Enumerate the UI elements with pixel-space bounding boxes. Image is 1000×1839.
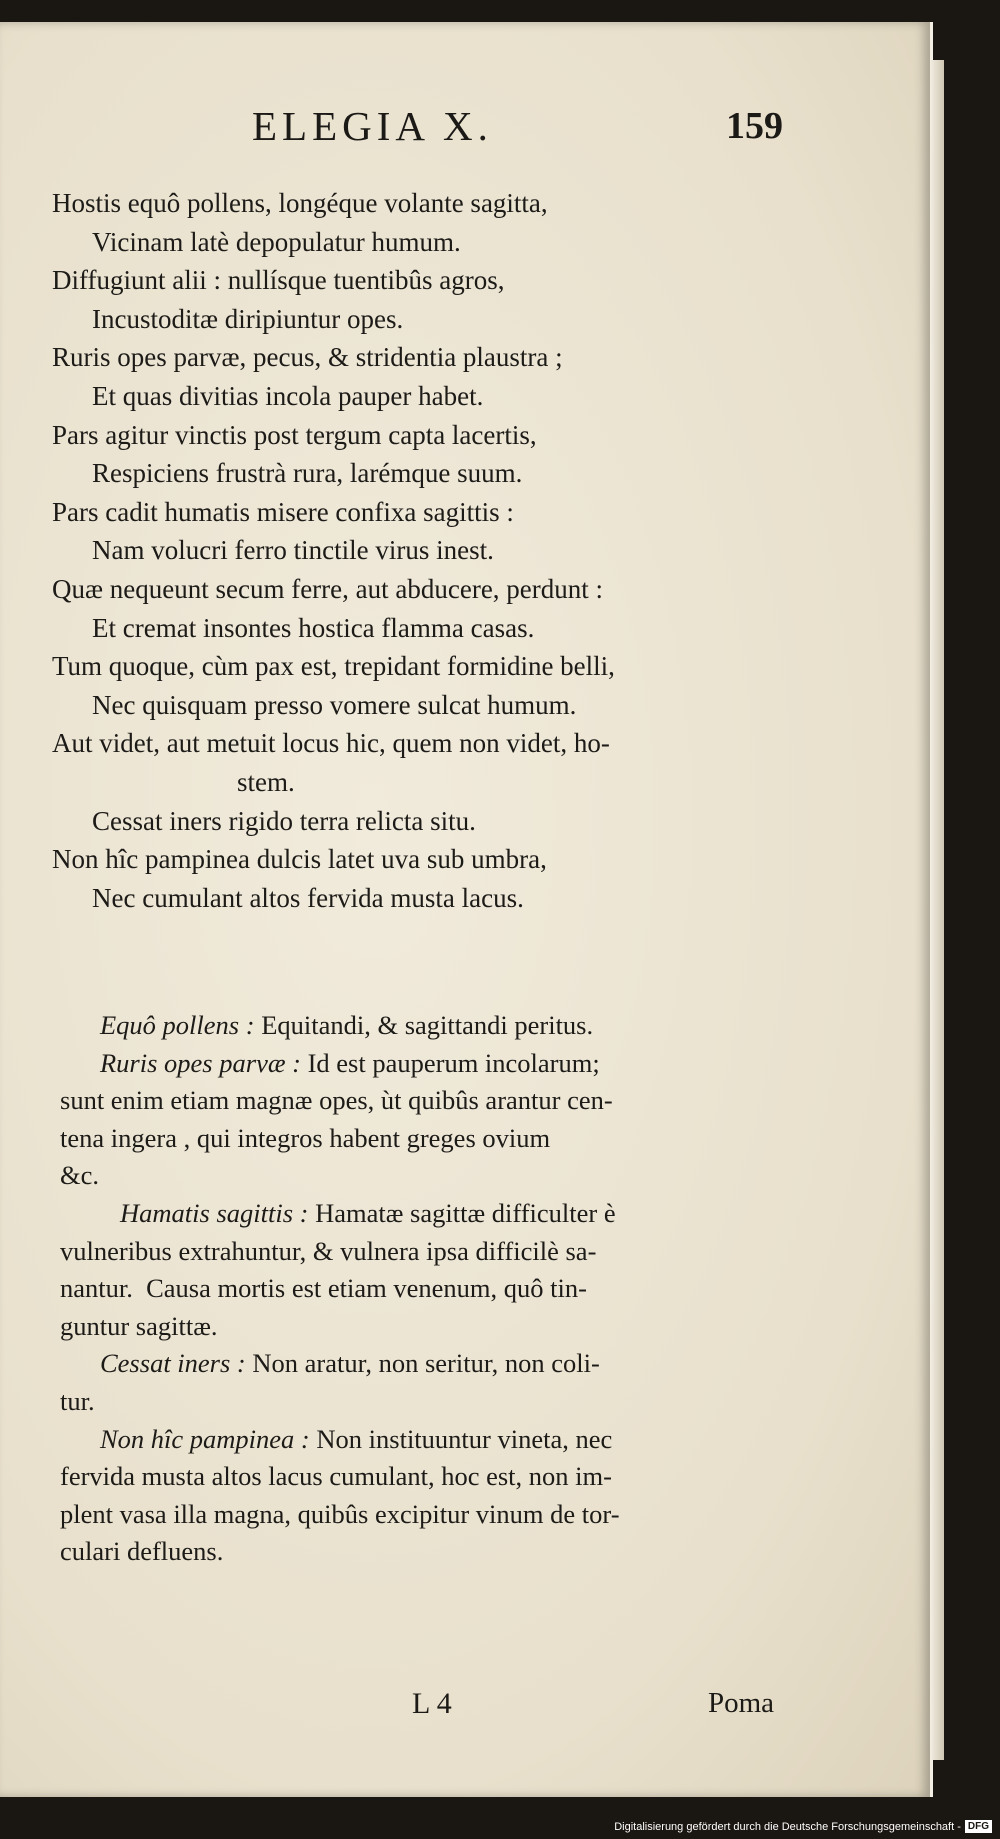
running-header (0, 102, 930, 152)
note-line (60, 1270, 780, 1308)
note-line (60, 1383, 780, 1421)
note-line (60, 1308, 780, 1346)
note-text: Id est pauperum incolarum; (300, 1047, 600, 1078)
note-line (60, 1458, 780, 1496)
verse-line: stem. (237, 766, 295, 797)
verse-line: Cessat iners rigido terra relicta situ. (92, 805, 476, 836)
book-page (0, 22, 933, 1797)
verse-line: Pars cadit humatis misere confixa sagittis : (52, 496, 514, 527)
note-line (60, 1045, 780, 1083)
verse-line: Et quas divitias incola pauper habet. (92, 380, 484, 411)
note-lemma: Ruris opes parvæ : (100, 1047, 301, 1078)
note-text: Hamatæ sagittæ difficulter è (308, 1197, 616, 1228)
note-line (60, 1533, 780, 1571)
verse-line: Respiciens frustrà rura, larémque suum. (92, 458, 523, 489)
note-text: Equitandi, & sagittandi peritus. (254, 1010, 594, 1040)
verse-line: Nam volucri ferro tinctile virus inest. (92, 535, 494, 566)
page-title: ELEGIA X. (252, 103, 493, 149)
verse-line: Nec cumulant altos fervida musta lacus. (92, 882, 524, 913)
verse-line: Non hîc pampinea dulcis latet uva sub umbra, (52, 844, 547, 875)
note-line (60, 1345, 780, 1383)
verse-line: Incustoditæ diripiuntur opes. (92, 303, 404, 334)
note-text: plent vasa illa magna, quibûs excipitur vinum de tor- (60, 1498, 620, 1529)
note-text: vulneribus extrahuntur, & vulnera ipsa difficilè sa- (60, 1235, 597, 1266)
note-lemma: Cessat iners : (100, 1348, 246, 1379)
catchword: Poma (708, 1687, 775, 1719)
note-lemma: Equô pollens : (100, 1010, 255, 1040)
verse-line: Pars agitur vinctis post tergum capta lacertis, (52, 419, 537, 450)
verse-line: Quæ nequeunt secum ferre, aut abducere, perdunt : (52, 573, 604, 604)
verse-line: Nec quisquam presso vomere sulcat humum. (92, 689, 577, 720)
note-line (60, 1233, 780, 1271)
verse-line: Ruris opes parvæ, pecus, & stridentia plaustra ; (52, 342, 563, 373)
verse-text (52, 184, 812, 917)
verse-line: Vicinam latè depopulatur humum. (92, 226, 461, 257)
dfg-logo: DFG (965, 1820, 992, 1833)
verse-line: Tum quoque, cùm pax est, trepidant formidine belli, (52, 651, 615, 682)
page-footer (0, 1687, 930, 1727)
note-text: Non instituuntur vineta, nec (309, 1423, 613, 1454)
verse-line: Aut videt, aut metuit locus hic, quem non videt, ho- (52, 728, 610, 759)
note-line (60, 1157, 780, 1195)
note-text: fervida musta altos lacus cumulant, hoc est, non im- (60, 1461, 612, 1492)
commentary-notes (60, 1007, 780, 1571)
note-text: guntur sagittæ. (60, 1310, 218, 1341)
note-line (60, 1082, 780, 1120)
note-lemma: Non hîc pampinea : (100, 1423, 310, 1454)
note-text: Non aratur, non seritur, non coli- (245, 1348, 600, 1379)
note-text: nantur. Causa mortis est etiam venenum, quô tin- (60, 1273, 587, 1304)
note-text: culari defluens. (60, 1536, 224, 1567)
page-number: 159 (726, 105, 783, 147)
digitization-credit (614, 1820, 992, 1833)
note-line (60, 1120, 780, 1158)
note-text: sunt enim etiam magnæ opes, ùt quibûs arantur cen- (60, 1085, 613, 1116)
note-text: &c. (60, 1160, 99, 1191)
verse-line: Diffugiunt alii : nullísque tuentibûs agros, (52, 265, 505, 296)
credit-text: Digitalisierung gefördert durch die Deutsche Forschungsgemeinschaft - (614, 1820, 961, 1833)
note-line (60, 1195, 780, 1233)
note-line (60, 1496, 780, 1534)
signature-mark: L 4 (412, 1687, 452, 1720)
note-text: tena ingera , qui integros habent greges ovium (60, 1122, 551, 1153)
note-line (60, 1007, 780, 1045)
note-text: tur. (60, 1385, 95, 1416)
note-lemma: Hamatis sagittis : (120, 1197, 309, 1228)
note-line (60, 1421, 780, 1459)
page-edge (930, 60, 944, 1760)
verse-line: Hostis equô pollens, longéque volante sagitta, (52, 188, 548, 218)
verse-line: Et cremat insontes hostica flamma casas. (92, 612, 535, 643)
